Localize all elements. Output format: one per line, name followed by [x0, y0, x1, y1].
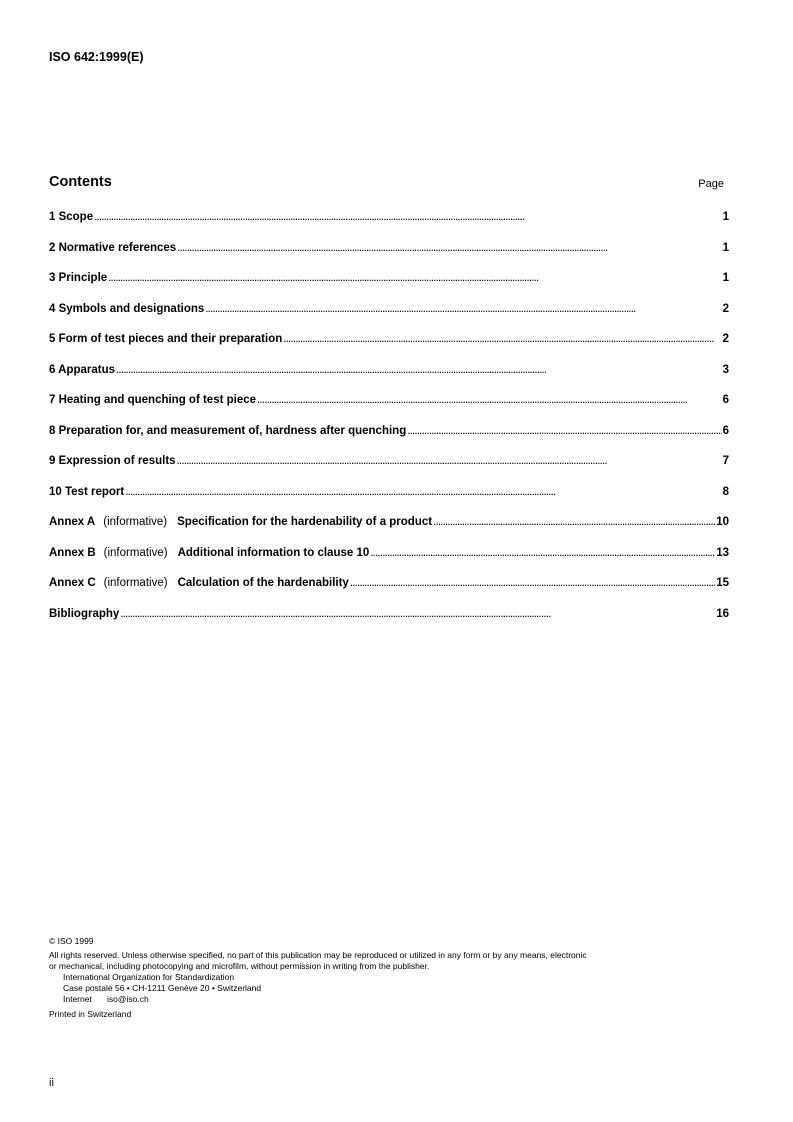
annex-tag: (informative)	[103, 546, 168, 559]
toc-entry-title: 6 Apparatus	[49, 363, 116, 376]
toc-page-column-label: Page	[698, 178, 724, 190]
toc-entry-test-report[interactable]	[49, 486, 729, 517]
toc-entry-page: 1	[722, 211, 729, 223]
toc-entry-page: 2	[722, 302, 729, 315]
toc-entry-title: 2 Normative references	[49, 241, 177, 254]
page-number: ii	[49, 1077, 54, 1089]
toc-entry-bibliography[interactable]	[49, 608, 729, 639]
copyright-footer	[49, 936, 739, 1020]
dot-leader	[125, 486, 721, 498]
toc-entry-title: 9 Expression of results	[49, 455, 176, 467]
toc-entry-title: 7 Heating and quenching of test piece	[49, 394, 257, 406]
copyright-notice: © ISO 1999	[49, 936, 94, 946]
rights-text-line-2: or mechanical, including photocopying and microfilm, without permission in writing from the publisher.	[49, 961, 430, 971]
toc-entry-scope[interactable]	[49, 211, 729, 242]
toc-entry-page: 13	[716, 546, 729, 559]
dot-leader	[94, 211, 721, 223]
table-of-contents	[49, 211, 729, 638]
toc-entry-page: 3	[722, 363, 729, 376]
dot-leader	[205, 303, 721, 315]
dot-leader	[257, 394, 722, 406]
annex-tag: (informative)	[103, 577, 168, 589]
toc-heading-row	[49, 174, 728, 194]
toc-entry-heating-quenching[interactable]	[49, 394, 729, 425]
toc-entry-page: 1	[722, 272, 729, 284]
toc-entry-page: 1	[722, 241, 729, 254]
dot-leader	[177, 242, 721, 254]
toc-entry-page: 6	[722, 424, 729, 437]
annex-label: Annex B	[49, 546, 96, 559]
toc-entry-title: 5 Form of test pieces and their preparation	[49, 333, 283, 345]
toc-entry-normative-references[interactable]	[49, 242, 729, 273]
toc-entry-page: 6	[722, 394, 729, 406]
toc-entry-page: 8	[722, 485, 729, 498]
dot-leader	[116, 364, 722, 376]
toc-entry-title: 3 Principle	[49, 272, 108, 284]
toc-entry-title: Bibliography	[49, 607, 120, 620]
toc-entry-expression-of-results[interactable]	[49, 455, 729, 486]
rights-text-line-1: All rights reserved. Unless otherwise specified, no part of this publication may be reproduced or utilized in any form or by any means, electronic	[49, 950, 587, 960]
toc-entry-apparatus[interactable]	[49, 364, 729, 395]
toc-entry-test-pieces[interactable]	[49, 333, 729, 364]
dot-leader	[350, 577, 715, 589]
printed-location: Printed in Switzerland	[49, 1009, 132, 1019]
annex-tag: (informative)	[103, 516, 168, 528]
toc-entry-symbols[interactable]	[49, 303, 729, 334]
toc-entry-title: Specification for the hardenability of a product	[177, 516, 433, 528]
toc-entry-page: 10	[716, 516, 729, 528]
dot-leader	[108, 272, 721, 284]
toc-entry-title: 8 Preparation for, and measurement of, hardness after quenching	[49, 424, 407, 437]
toc-entry-title: 10 Test report	[49, 485, 125, 498]
dot-leader	[177, 455, 722, 467]
internet-email-link[interactable]: iso@iso.ch	[107, 994, 149, 1004]
toc-title: Contents	[49, 174, 112, 190]
toc-entry-title: Calculation of the hardenability	[177, 577, 349, 589]
dot-leader	[283, 333, 721, 345]
dot-leader	[120, 608, 715, 620]
annex-label: Annex C	[49, 577, 96, 589]
toc-entry-title: 1 Scope	[49, 211, 94, 223]
dot-leader	[407, 425, 721, 437]
toc-entry-annex-a[interactable]	[49, 516, 729, 547]
toc-entry-annex-b[interactable]	[49, 547, 729, 578]
organization-name: International Organization for Standardization	[63, 972, 235, 982]
dot-leader	[433, 516, 715, 528]
toc-entry-principle[interactable]	[49, 272, 729, 303]
toc-entry-annex-c[interactable]	[49, 577, 729, 608]
internet-label: Internet	[63, 994, 92, 1004]
toc-entry-page: 2	[722, 333, 729, 345]
toc-entry-title: 4 Symbols and designations	[49, 302, 205, 315]
postal-address: Case postale 56 • CH-1211 Genève 20 • Switzerland	[63, 983, 262, 993]
toc-entry-title: Additional information to clause 10	[177, 546, 370, 559]
toc-entry-hardness-measurement[interactable]	[49, 425, 729, 456]
internet-contact	[49, 994, 739, 1005]
annex-label: Annex A	[49, 516, 96, 528]
toc-entry-page: 7	[722, 455, 729, 467]
toc-entry-page: 15	[716, 577, 729, 589]
toc-entry-page: 16	[716, 607, 729, 620]
document-id-header: ISO 642:1999(E)	[49, 50, 144, 64]
dot-leader	[370, 547, 715, 559]
